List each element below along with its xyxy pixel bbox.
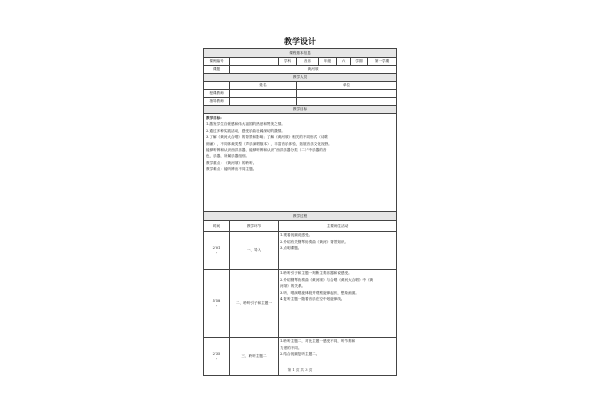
objective-line: 教学难点：能听辨出不同主题。 <box>206 167 257 172</box>
activity-line: 1.观看视频说感受。 <box>280 233 313 237</box>
objective-line: 1.激发学生自豪感和伟大祖国的热爱和赞美之情。 <box>206 122 285 127</box>
activity-line: 3.听、唱演唱旋律段并观察旋律起伏，想象画面。 <box>280 290 359 295</box>
guide-name <box>230 98 297 106</box>
lesson-plan-table <box>203 48 397 376</box>
activity-line: 4.复听主题一随着音乐在空中划旋律线。 <box>280 297 345 302</box>
basic-info-header: 课程基本信息 <box>204 49 397 58</box>
document-title: 教学设计 <box>284 36 316 46</box>
table-row <box>204 232 397 270</box>
time-cell: 2′35 ″ <box>204 338 230 376</box>
time-cell: 2′01 ″ <box>204 232 230 270</box>
objective-line: 教学重点：《黄河颂》的聆听。 <box>206 160 257 165</box>
page-footer: 第 1 页 共 3 页 <box>287 368 313 372</box>
topic-value: 黄河颂 <box>230 66 397 74</box>
activity-line: 1.聆听主题二，对比主题一感受不同，听节奏和 <box>280 339 356 343</box>
activity-cell <box>279 270 397 338</box>
table-row <box>204 270 397 338</box>
staff-header: 教学人员 <box>204 74 397 82</box>
grade-value: 六 <box>337 58 351 66</box>
activity-column-header: 主要师生活动 <box>279 221 397 232</box>
objective-line: 色，乐器，所属乐器组别。 <box>206 154 250 159</box>
name-column-header: 姓名 <box>230 82 297 90</box>
guide-unit <box>297 98 397 106</box>
guide-label: 指导教师 <box>204 98 230 106</box>
step-column-header: 教学环节 <box>230 221 279 232</box>
activity-line: 2.介绍有关钢琴协奏曲《黄河》背景知识。 <box>280 239 349 244</box>
objective-line: 3.了解《黄河大合唱》的背景和影响；了解《黄河颂》相关的不同形式（诗歌 <box>206 135 329 140</box>
step-cell: 二、聆听引子和主题一 <box>230 270 279 338</box>
step-cell: 一、导入 <box>230 232 279 270</box>
objectives-heading: 教学目标: <box>206 116 222 120</box>
process-header: 教学过程 <box>204 212 397 221</box>
term-value: 第一学期 <box>368 58 397 66</box>
activity-line: 2.结合视频复听主题二。 <box>280 352 320 357</box>
unit-column-header: 单位 <box>297 82 397 90</box>
activity-line: 1.聆听引子和主题一判断主奏乐器和说感受。 <box>280 271 352 275</box>
activity-line: 2.介绍钢琴协奏曲《黄河颂》与合唱《黄河大合唱》中《黄 <box>280 277 374 282</box>
grade-label: 年级 <box>319 58 337 66</box>
step-cell: 三、聆听主题二 <box>230 338 279 376</box>
activity-cell <box>279 232 397 270</box>
activity-line: 3.点明课题。 <box>280 246 302 251</box>
course-no-label: 课例编号 <box>204 58 230 66</box>
objectives-content <box>204 114 397 212</box>
objectives-header: 教学目标 <box>204 106 397 114</box>
activity-line: 河颂》的关系。 <box>280 284 306 289</box>
objective-line: 2.通过多种实践活动，感受乐曲壮阔深切的激情。 <box>206 128 285 133</box>
course-no-value <box>230 58 279 66</box>
term-label: 学期 <box>351 58 368 66</box>
teacher-label: 授课教师 <box>204 90 230 98</box>
teacher-unit <box>297 90 397 98</box>
time-column-header: 时间 <box>204 221 230 232</box>
objective-line: 朗诵），不同体裁类型（声乐演唱版本），丰富音乐体验，拓展音乐文化视野。 <box>206 141 332 146</box>
staff-corner-cell <box>204 82 230 90</box>
activity-line: 力度的不同。 <box>280 345 302 350</box>
subject-label: 学科 <box>279 58 297 66</box>
time-cell: 5′58 ″ <box>204 270 230 338</box>
topic-label: 课题 <box>204 66 230 74</box>
subject-value: 音乐 <box>297 58 319 66</box>
objective-line: 能够听辨和认识西洋乐器，能够听辨和认识“西洋乐器分类（二）”中乐器的音 <box>206 148 327 153</box>
teacher-name <box>230 90 297 98</box>
